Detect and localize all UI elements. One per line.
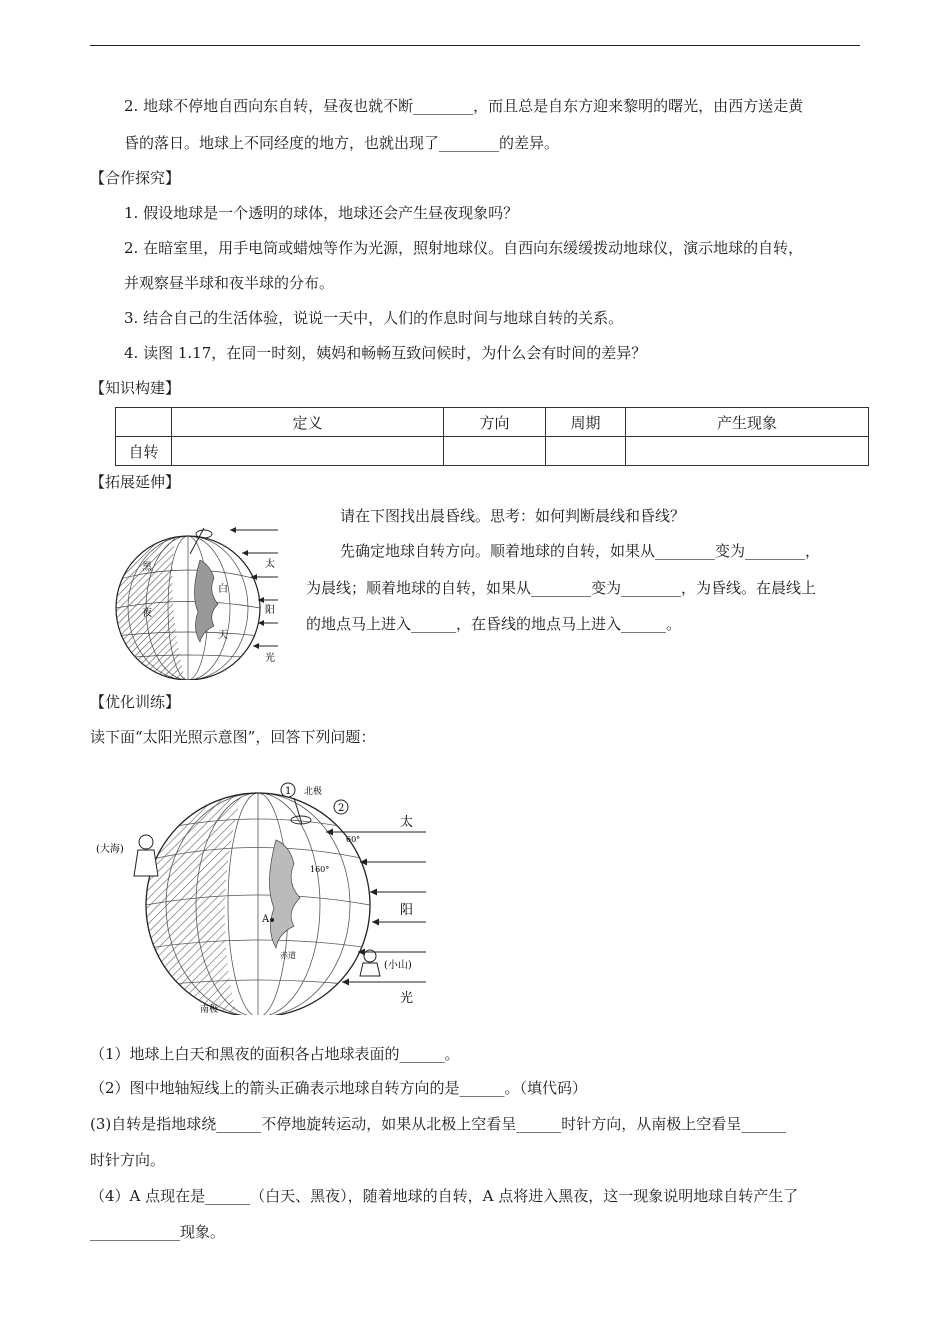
- explore-q2-line1: 2. 在暗室里，用手电筒或蜡烛等作为光源，照射地球仪。自西向东缓缓拨动地球仪，演示地球的自转，: [124, 239, 804, 257]
- equator-label: 赤道: [280, 951, 296, 960]
- table-header-cell: [116, 408, 172, 437]
- extend-line4: 的地点马上进入______，在昏线的地点马上进入______。: [306, 615, 682, 633]
- fig-sun-label: 光: [265, 653, 275, 664]
- extend-line2: 先确定地球自转方向。顺着地球的自转，如果从________变为________，: [340, 542, 821, 560]
- table-cell: [546, 437, 626, 466]
- sun-label: 太: [400, 815, 414, 830]
- arrow-code-1: 1: [285, 786, 292, 797]
- header-rule: [90, 45, 860, 46]
- sun-label: 阳: [400, 903, 414, 918]
- table-header-cell: 产生现象: [626, 408, 869, 437]
- explore-q3: 3. 结合自己的生活体验，说说一天中，人们的作息时间与地球自转的关系。: [124, 309, 624, 327]
- training-q3-line1: (3)自转是指地球绕______不停地旋转运动，如果从北极上空看呈______时针方向，从南极上空看呈______: [90, 1115, 787, 1133]
- south-pole-label: 南极: [200, 1005, 219, 1015]
- table-row: [116, 437, 869, 466]
- intro-p2-line1: 2. 地球不停地自西向东自转，昼夜也就不断________，而且总是自东方迎来黎明的曙光，由西方送走黄: [124, 97, 804, 115]
- explore-q1: 1. 假设地球是一个透明的球体，地球还会产生昼夜现象吗？: [124, 204, 519, 222]
- north-pole-label: 北极: [304, 787, 323, 797]
- training-q4-line1: （4）A 点现在是______（白天、黑夜），随着地球的自转，A 点将进入黑夜，这一现象说明地球自转产生了: [90, 1187, 799, 1205]
- night-side: [88, 780, 246, 1015]
- extend-heading: 【拓展延伸】: [90, 473, 181, 491]
- table-header-cell: 方向: [444, 408, 546, 437]
- table-row-label: 自转: [116, 437, 172, 466]
- lat-60-label: 60°: [346, 835, 361, 844]
- person-right-label: (小山): [384, 960, 412, 971]
- training-q3-line2: 时针方向。: [90, 1151, 166, 1169]
- table-cell: [444, 437, 546, 466]
- knowledge-heading: 【知识构建】: [90, 379, 181, 397]
- training-q2: （2）图中地轴短线上的箭头正确表示地球自转方向的是______。（填代码）: [90, 1079, 588, 1097]
- training-q1: （1）地球上白天和黑夜的面积各占地球表面的______。: [90, 1045, 460, 1063]
- sun-label: 光: [400, 991, 414, 1006]
- fig-night-label: 夜: [142, 608, 152, 619]
- training-intro: 读下面“太阳光照示意图”，回答下列问题：: [90, 728, 376, 746]
- fig-sun-label: 太: [265, 559, 275, 570]
- explore-q2-line2: 并观察昼半球和夜半球的分布。: [124, 274, 335, 292]
- explore-heading: 【合作探究】: [90, 169, 181, 187]
- fig-sun-label: 白: [218, 584, 228, 595]
- explore-q4: 4. 读图 1.17，在同一时刻，姨妈和畅畅互致问候时，为什么会有时间的差异？: [124, 344, 647, 362]
- fig-night-label: 黑: [142, 562, 152, 573]
- fig-sun-label: 阳: [265, 605, 275, 616]
- intro-p2-line2: 昏的落日。地球上不同经度的地方，也就出现了________的差异。: [124, 134, 560, 152]
- extend-line1: 请在下图找出晨昏线。思考：如何判断晨线和昏线？: [340, 507, 686, 525]
- table-cell: [626, 437, 869, 466]
- fig-sun-label: 天: [218, 630, 228, 641]
- extend-line3: 为晨线；顺着地球的自转，如果从________变为________，为昏线。在晨线上: [306, 579, 817, 597]
- lon-label: 160°: [310, 865, 330, 874]
- earth-day-night-figure: [108, 520, 288, 680]
- training-q4-line2: ____________现象。: [90, 1223, 226, 1241]
- table-header-row: [116, 408, 869, 437]
- training-heading: 【优化训练】: [90, 693, 181, 711]
- sunlight-diagram: [88, 780, 433, 1015]
- table-header-cell: 周期: [546, 408, 626, 437]
- table-cell: [172, 437, 444, 466]
- table-header-cell: 定义: [172, 408, 444, 437]
- arrow-code-2: 2: [338, 803, 345, 814]
- knowledge-table: [115, 407, 869, 466]
- point-a-label: A: [262, 914, 270, 925]
- person-left-label: (大海): [96, 844, 124, 855]
